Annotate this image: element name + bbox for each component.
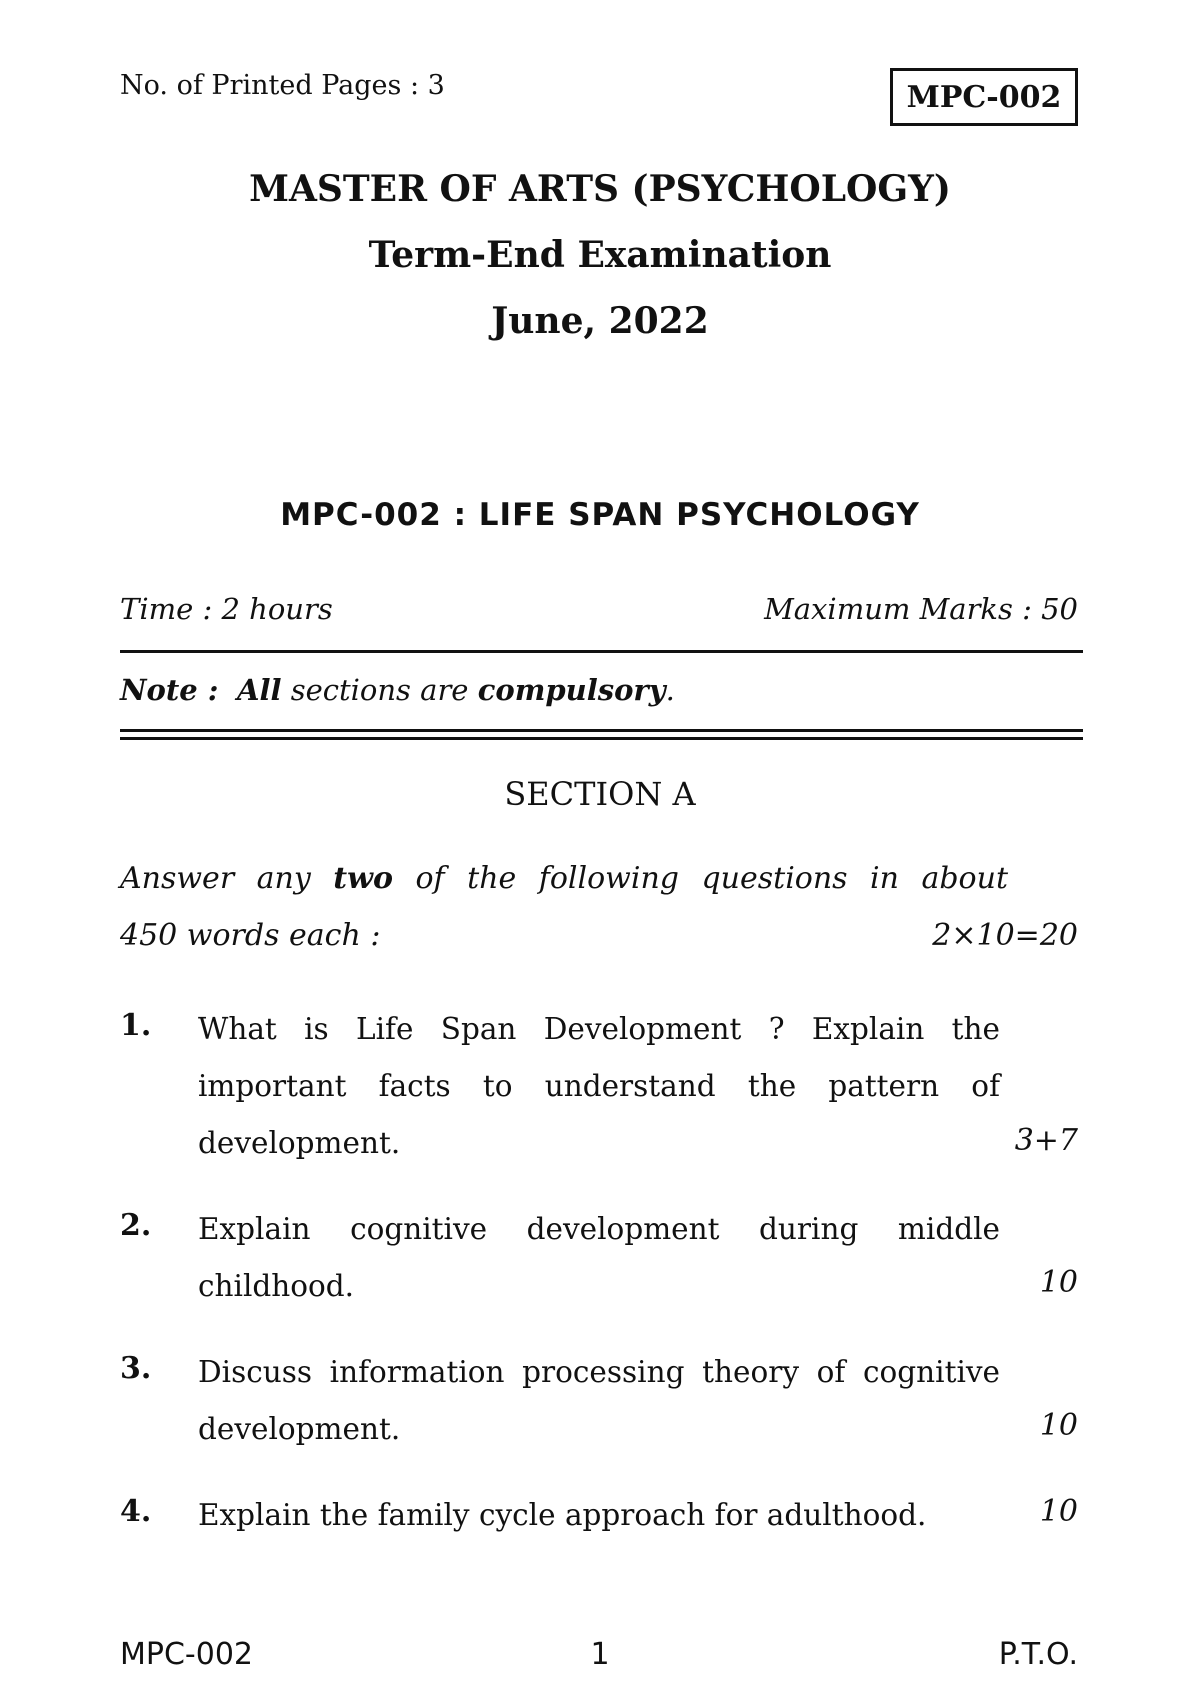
footer-course-code: MPC-002 [120, 1637, 254, 1672]
exam-session: June, 2022 [491, 300, 709, 342]
question-marks: 3+7 [1014, 1123, 1078, 1158]
divider [120, 650, 1083, 653]
question-marks: 10 [1039, 1408, 1078, 1443]
section-instruction-line2: 450 words each : [120, 918, 381, 953]
note-label: Note : [120, 673, 219, 707]
double-divider [120, 729, 1083, 740]
instruction-pre: Answer any [120, 861, 334, 896]
question-text: Discuss information processing theory of cognitive development. [198, 1355, 1000, 1446]
exam-title: Term-End Examination [368, 234, 832, 276]
question-text: What is Life Span Development ? Explain the important facts to understand the pattern of development. [198, 1012, 1000, 1160]
question-marks: 10 [1039, 1265, 1078, 1300]
note-text: sections are [281, 673, 478, 707]
section-marks: 2×10=20 [932, 918, 1078, 953]
note [120, 673, 675, 707]
section-heading: SECTION A [504, 775, 696, 813]
printed-pages-count: No. of Printed Pages : 3 [120, 70, 445, 101]
maximum-marks: Maximum Marks : 50 [764, 592, 1078, 626]
question-text: Explain the family cycle approach for adulthood. [198, 1498, 927, 1532]
question-number: 1. [120, 1008, 152, 1043]
note-end: . [665, 673, 675, 707]
question-marks: 10 [1039, 1494, 1078, 1529]
question-text: Explain cognitive development during middle childhood. [198, 1212, 1000, 1303]
course-title: MPC-002 : LIFE SPAN PSYCHOLOGY [280, 497, 920, 533]
page-number: 1 [590, 1637, 610, 1672]
section-instruction [120, 861, 1008, 896]
programme-title: MASTER OF ARTS (PSYCHOLOGY) [249, 168, 951, 210]
question-number: 2. [120, 1208, 152, 1243]
pto-label: P.T.O. [998, 1637, 1078, 1672]
note-bold-word: compulsory [477, 673, 666, 707]
instruction-post: of the following questions in about [393, 861, 1008, 896]
course-code-box: MPC-002 [890, 68, 1078, 126]
note-all: All [236, 673, 282, 707]
instruction-bold: two [333, 861, 393, 896]
time-allowed: Time : 2 hours [120, 592, 333, 626]
question-number: 3. [120, 1351, 152, 1386]
question-number: 4. [120, 1494, 152, 1529]
